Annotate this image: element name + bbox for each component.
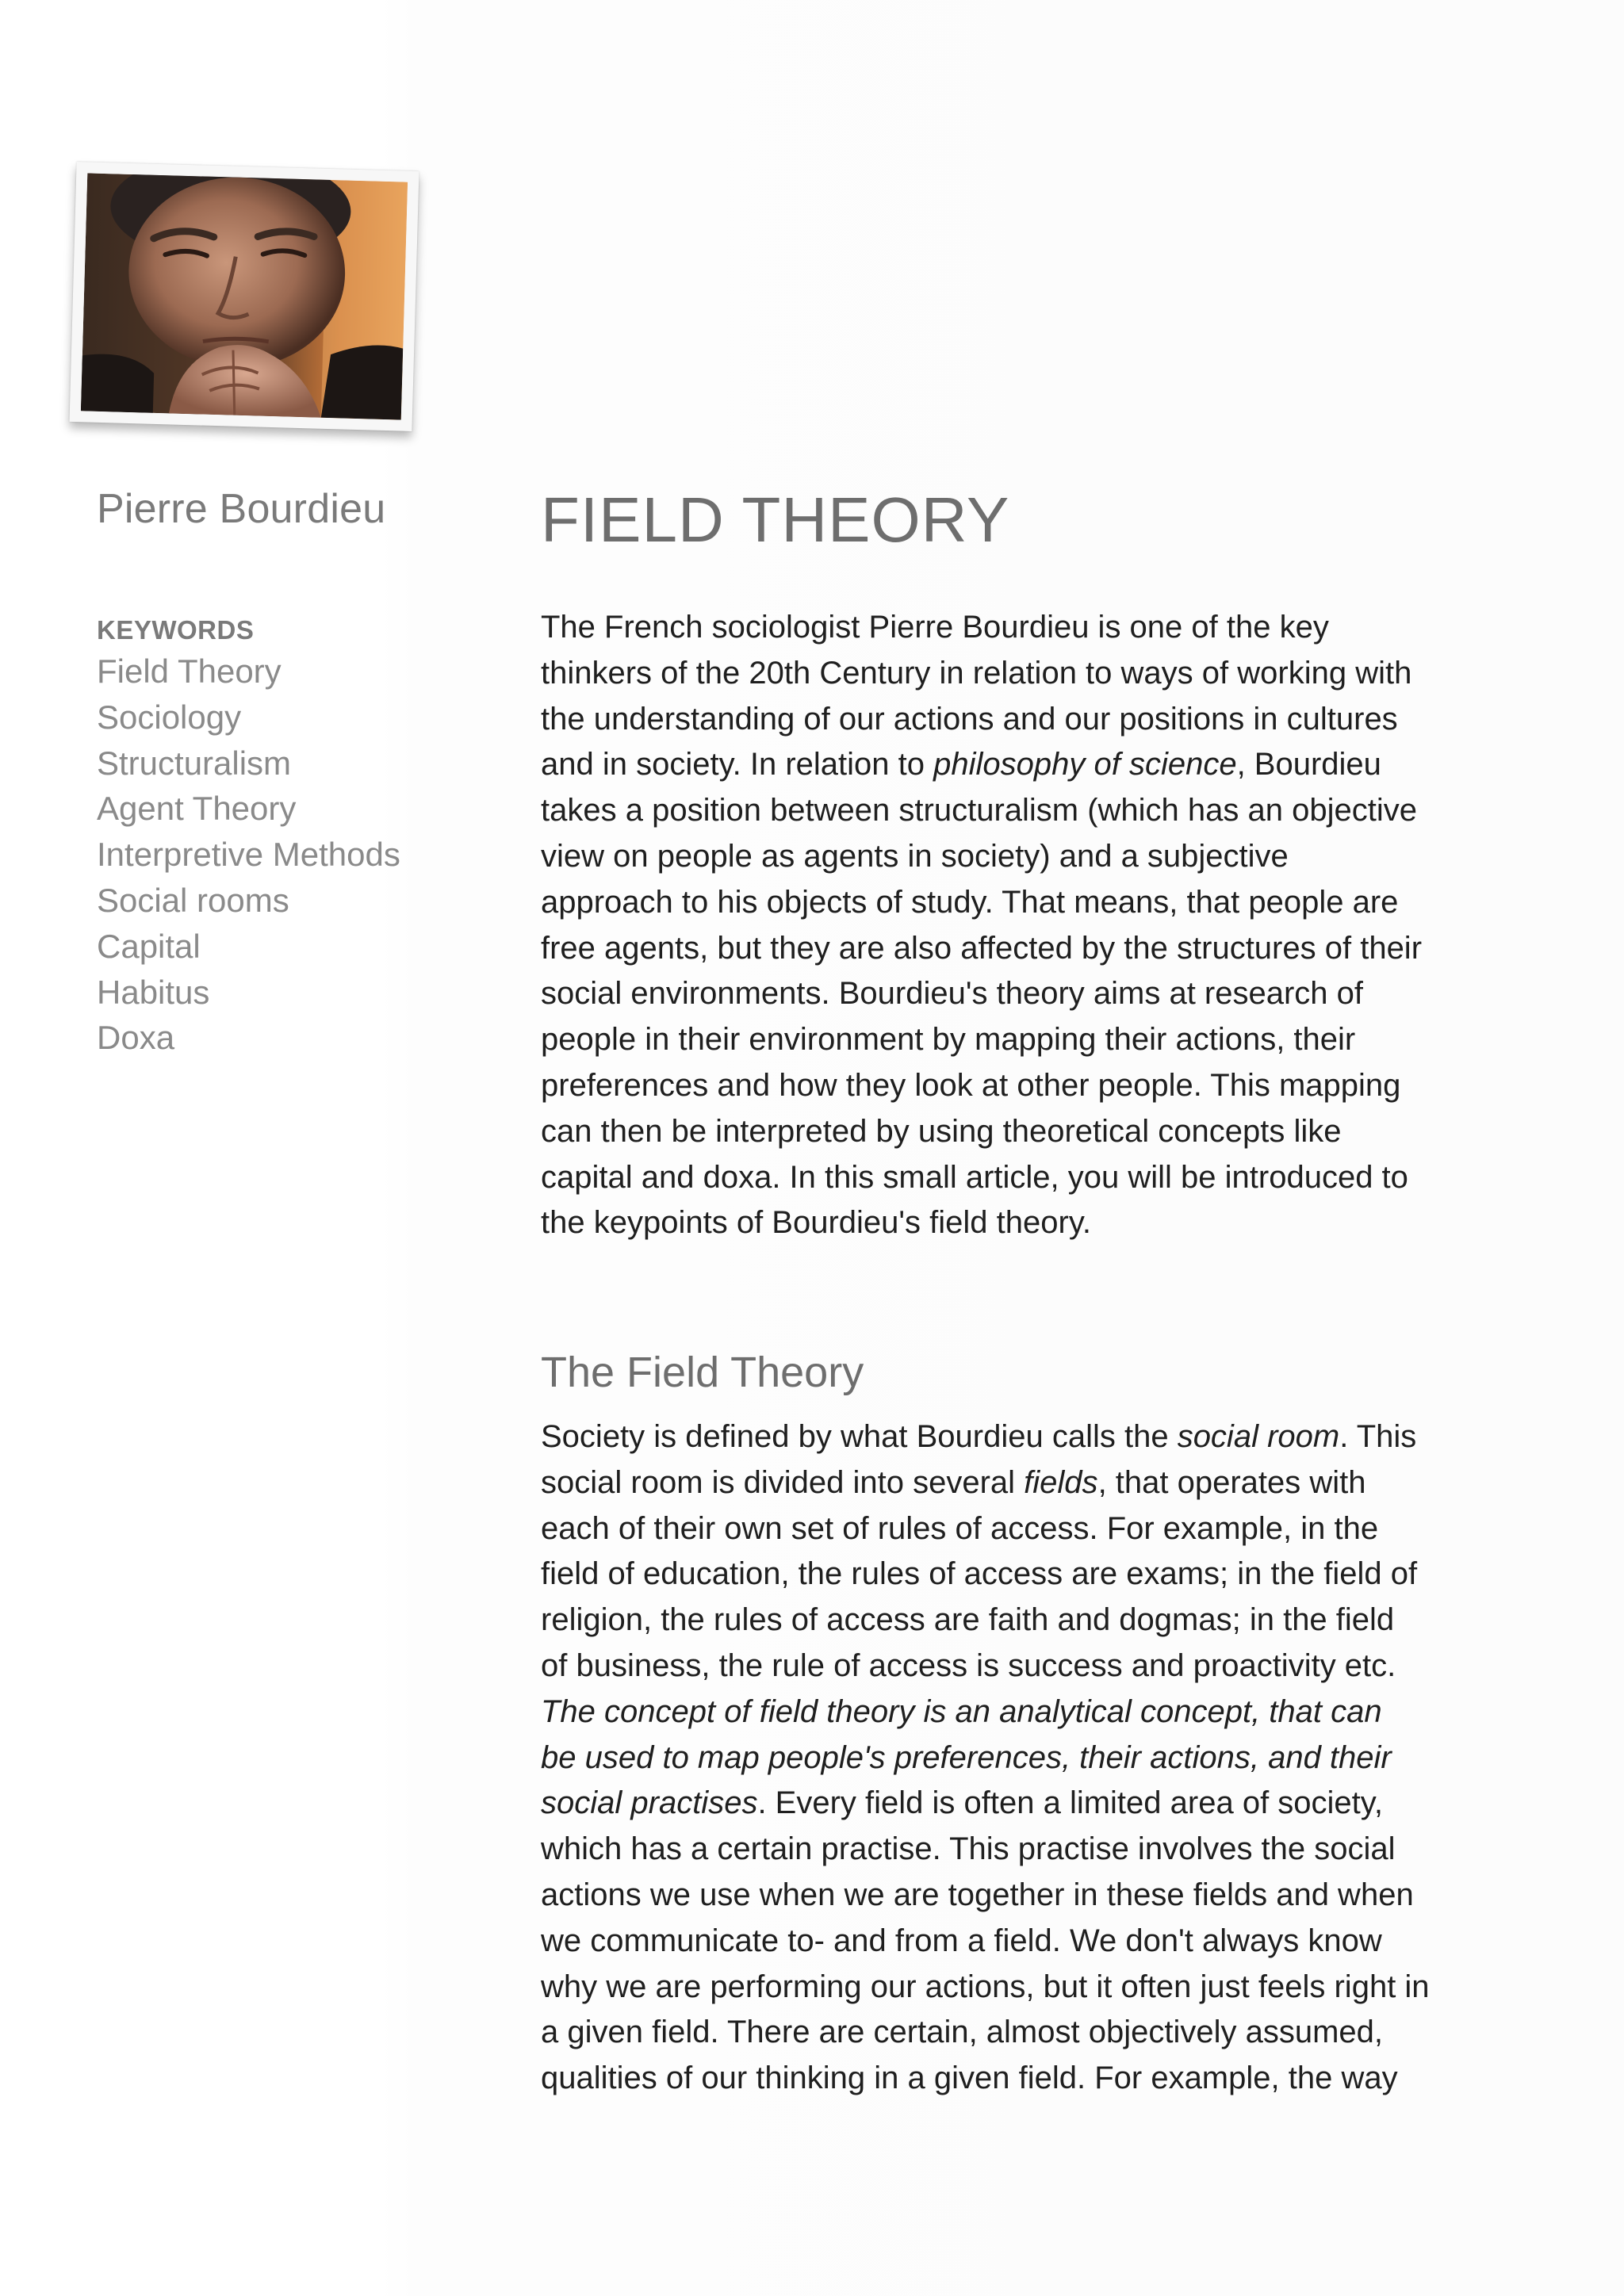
- text-line: actions we use when we are together in these fields and when: [541, 1877, 1414, 1912]
- keyword-item: Field Theory: [97, 652, 282, 690]
- keyword-item: Capital: [97, 927, 201, 965]
- keyword-item: Social rooms: [97, 881, 289, 919]
- text-line: which has a certain practise. This practise involves the social: [541, 1831, 1396, 1867]
- text-line: [541, 1414, 1492, 1460]
- text-line: takes a position between structuralism (which has an objective: [541, 793, 1417, 828]
- section-paragraph: [541, 1414, 1492, 2102]
- keywords-list: [97, 649, 400, 1061]
- author-name: Pierre Bourdieu: [97, 486, 386, 532]
- keyword-item: Interpretive Methods: [97, 836, 400, 874]
- text-line: approach to his objects of study. That means, that people are: [541, 884, 1399, 920]
- emphasis-social-practises: social practises: [541, 1785, 758, 1821]
- text-line: we communicate to- and from a field. We don't always know: [541, 1923, 1382, 1958]
- keyword-item: Doxa: [97, 1019, 175, 1057]
- text-line: of business, the rule of access is success and proactivity etc.: [541, 1647, 1396, 1683]
- text-line: people in their environment by mapping their actions, their: [541, 1022, 1356, 1058]
- page-title: FIELD THEORY: [541, 484, 1010, 555]
- text-line: social environments. Bourdieu's theory aims at research of: [541, 976, 1364, 1012]
- text-run: and in society. In relation to: [541, 747, 934, 783]
- text-line: each of their own set of rules of access. For example, in the: [541, 1510, 1379, 1546]
- text-line: capital and doxa. In this small article, you will be introduced to: [541, 1159, 1408, 1195]
- text-run: , Bourdieu: [1236, 747, 1381, 783]
- emphasis-line: The concept of field theory is an analytical concept, that can: [541, 1693, 1382, 1729]
- author-photo-frame: [70, 162, 419, 431]
- text-line: preferences and how they look at other people. This mapping: [541, 1067, 1401, 1103]
- intro-paragraph: [541, 605, 1492, 1246]
- section-heading: The Field Theory: [541, 1349, 864, 1396]
- text-line: thinkers of the 20th Century in relation to ways of working with: [541, 655, 1412, 691]
- text-line: a given field. There are certain, almost objectively assumed,: [541, 2015, 1384, 2050]
- text-line: view on people as agents in society) and a subjective: [541, 838, 1289, 874]
- author-photo: [81, 173, 408, 419]
- text-run: social room is divided into several: [541, 1464, 1025, 1500]
- emphasis-fields: fields: [1024, 1464, 1098, 1500]
- text-line: why we are performing our actions, but it often just feels right in: [541, 1969, 1430, 2004]
- text-line: qualities of our thinking in a given field. For example, the way: [541, 2061, 1398, 2096]
- text-run: , that operates with: [1097, 1464, 1366, 1500]
- text-run: Society is defined by what Bourdieu calls the: [541, 1419, 1178, 1454]
- text-line: The French sociologist Pierre Bourdieu is one of the key: [541, 610, 1329, 645]
- text-line: the keypoints of Bourdieu's field theory.: [541, 1205, 1091, 1241]
- text-run: . This: [1339, 1419, 1417, 1454]
- keyword-item: Agent Theory: [97, 790, 297, 828]
- text-line: free agents, but they are also affected by the structures of their: [541, 930, 1423, 966]
- text-line: can then be interpreted by using theoretical concepts like: [541, 1113, 1342, 1149]
- keywords-heading: KEYWORDS: [97, 615, 255, 645]
- keyword-item: Habitus: [97, 973, 210, 1011]
- text-line: the understanding of our actions and our positions in cultures: [541, 701, 1398, 737]
- text-line: religion, the rules of access are faith and dogmas; in the field: [541, 1602, 1395, 1638]
- keyword-item: Sociology: [97, 698, 242, 736]
- text-line: [541, 1781, 1492, 1827]
- text-run: . Every field is often a limited area of society,: [757, 1785, 1383, 1821]
- emphasis-philosophy-of-science: philosophy of science: [933, 747, 1237, 783]
- emphasis-line: be used to map people's preferences, their actions, and their: [541, 1739, 1392, 1775]
- keyword-item: Structuralism: [97, 744, 292, 782]
- text-line: field of education, the rules of access are exams; in the field of: [541, 1556, 1418, 1592]
- text-line: [541, 742, 1492, 788]
- text-line: [541, 1460, 1492, 1506]
- emphasis-social-room: social room: [1177, 1419, 1340, 1454]
